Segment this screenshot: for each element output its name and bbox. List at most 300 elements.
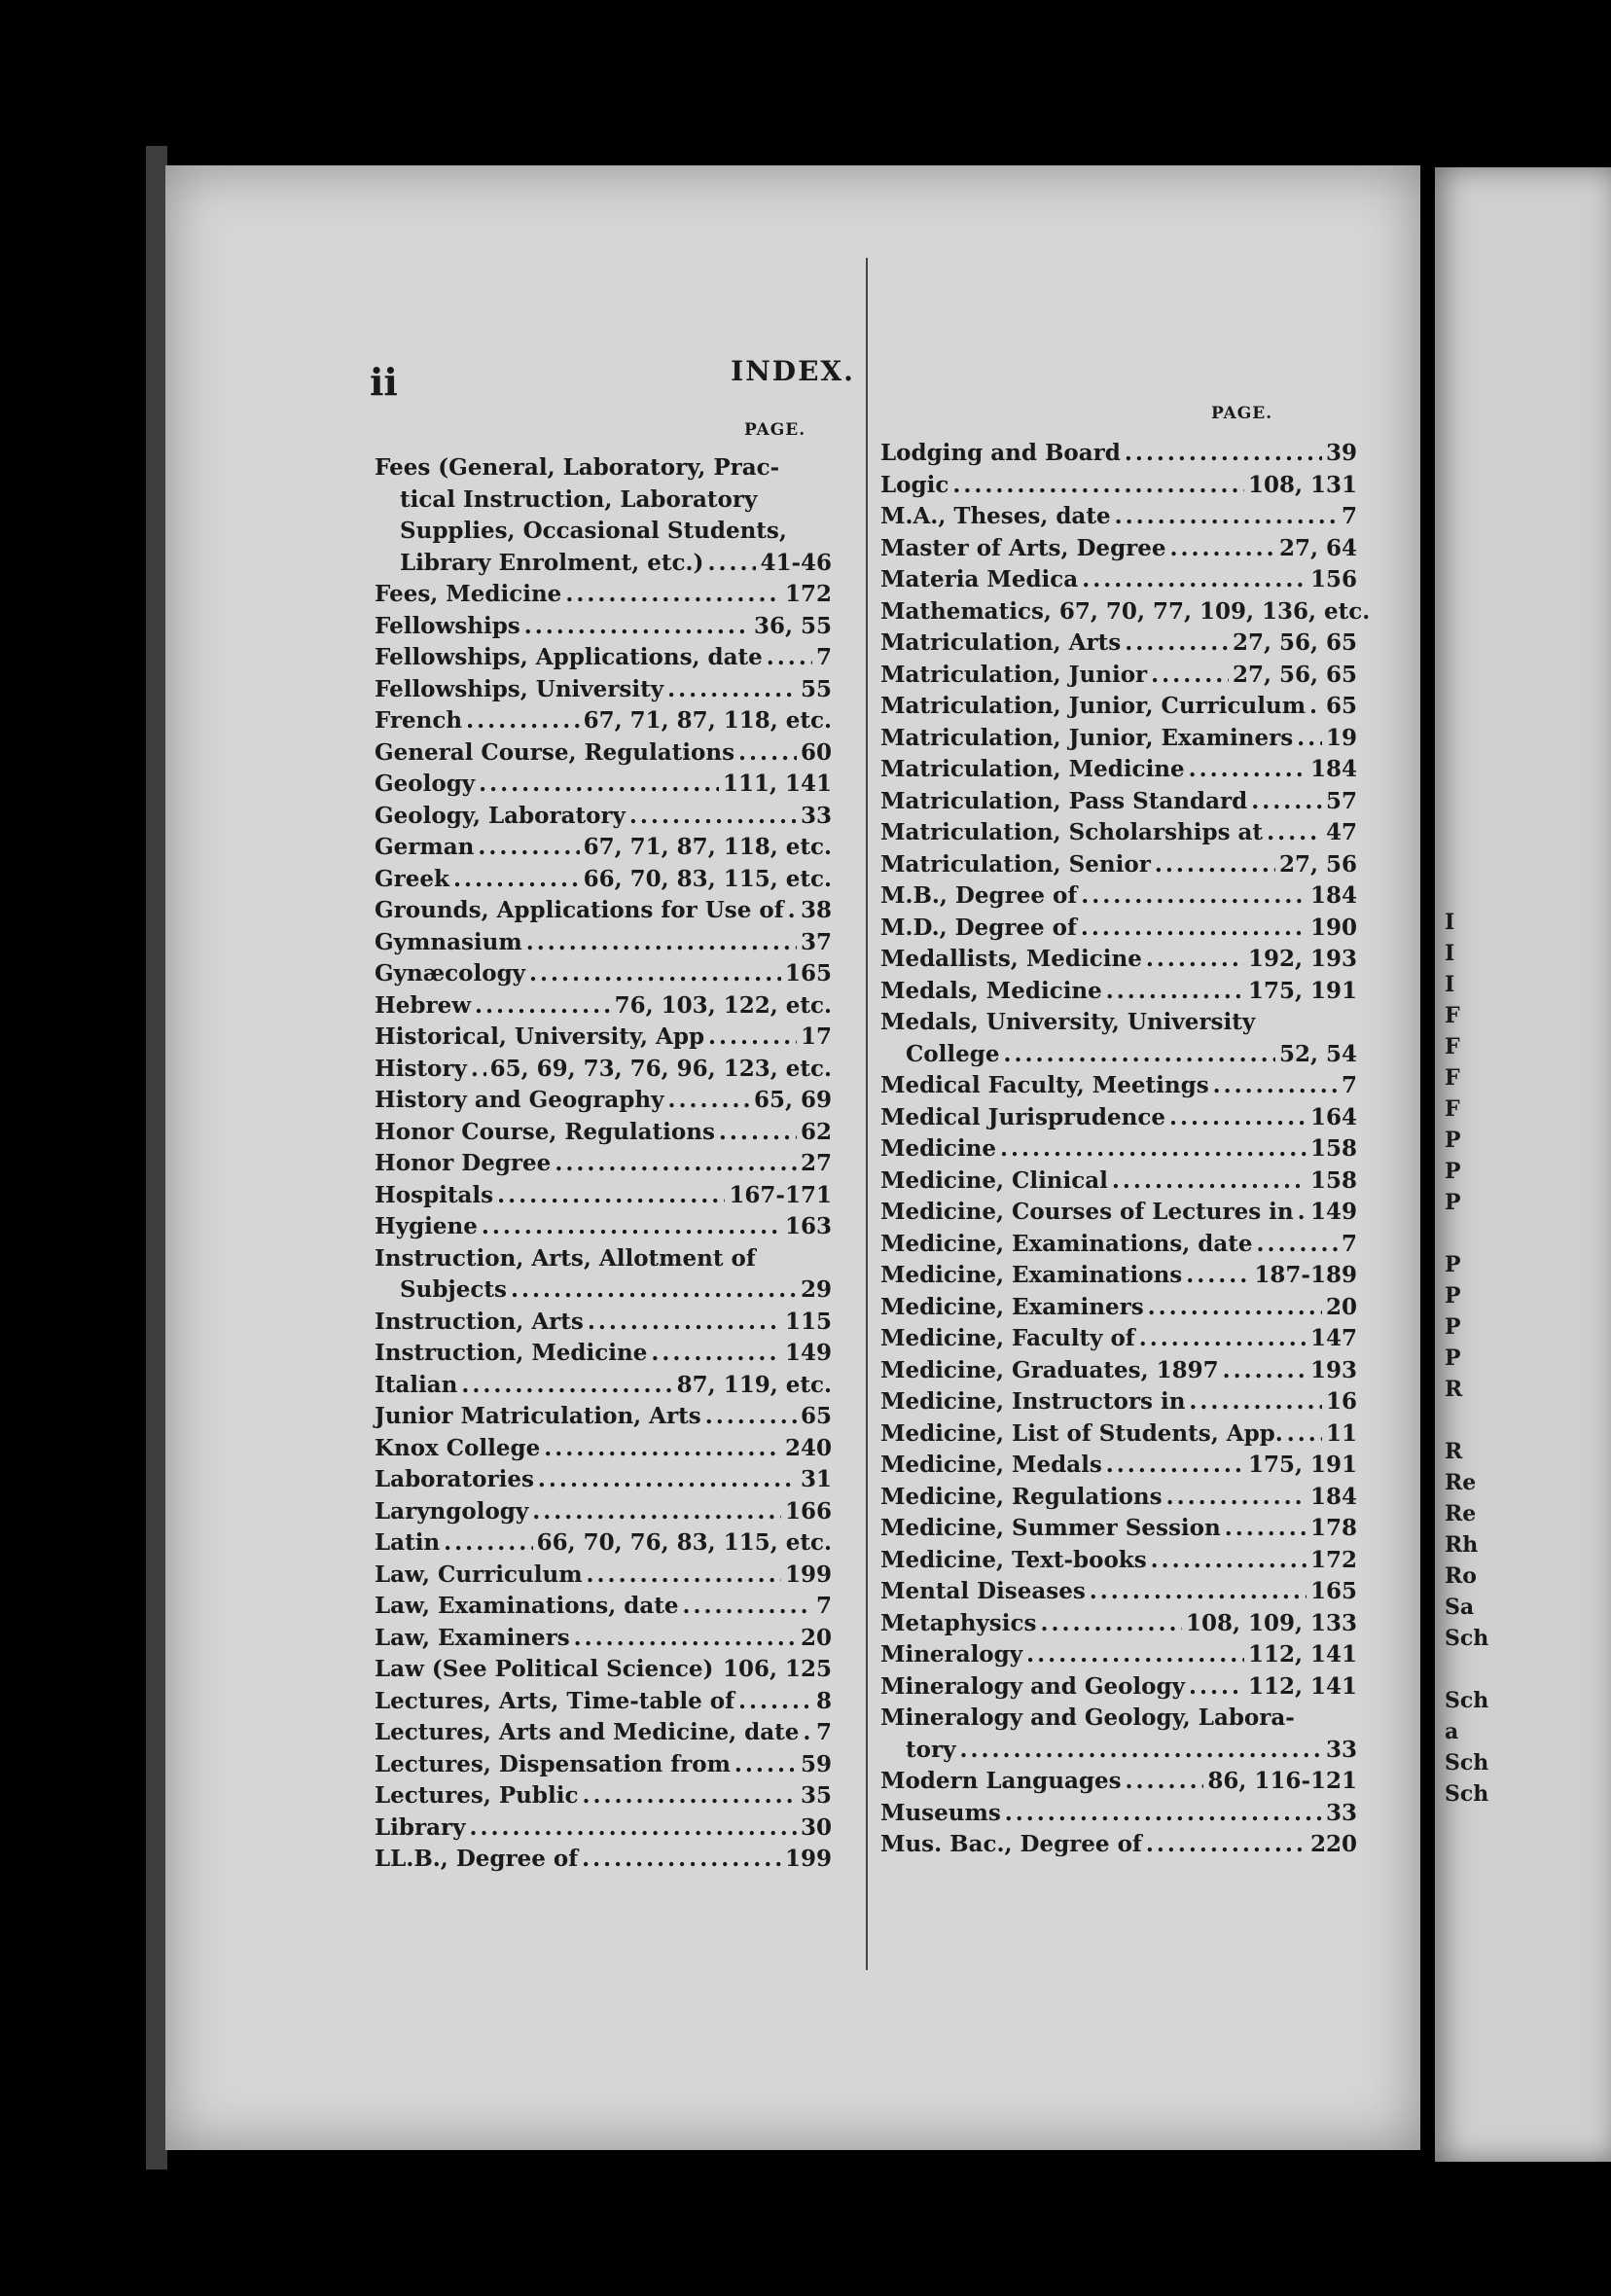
index-entry xyxy=(375,674,832,706)
index-entry xyxy=(880,1355,1357,1387)
entry-page: 187-189 xyxy=(1254,1262,1357,1288)
entry-term: Matriculation, Pass Standard xyxy=(880,787,1248,814)
index-entry xyxy=(375,1844,832,1876)
entry-term: M.A., Theses, date xyxy=(880,503,1111,529)
entry-page: 11 xyxy=(1325,1419,1357,1447)
index-entry xyxy=(375,642,832,674)
fragment-letter: a xyxy=(1445,1719,1459,1744)
leader-dots xyxy=(582,1780,797,1812)
entry-term: Museums xyxy=(880,1799,1001,1826)
leader-dots xyxy=(705,1401,797,1433)
entry-term: Library Enrolment, etc.) xyxy=(400,549,704,576)
fragment-letter: Rh xyxy=(1445,1532,1479,1558)
index-entry xyxy=(880,628,1357,660)
index-entry xyxy=(375,1591,832,1623)
fragment-letter xyxy=(1445,1654,1488,1685)
leader-dots xyxy=(667,1085,749,1117)
fragment-letter: P xyxy=(1445,1159,1461,1184)
left-index-column xyxy=(375,452,832,1876)
entry-term: Medicine, Medals xyxy=(880,1452,1102,1478)
entry-term: Junior Matriculation, Arts xyxy=(375,1403,701,1429)
entry-page: 166 xyxy=(784,1497,832,1525)
fragment-letter: P xyxy=(1445,1345,1461,1371)
index-entry xyxy=(880,1798,1357,1830)
leader-dots xyxy=(1287,1418,1322,1451)
index-entry xyxy=(375,1274,832,1307)
entry-page: 39 xyxy=(1325,440,1357,466)
leader-dots xyxy=(767,642,812,674)
adjacent-page-fragments xyxy=(1445,907,1488,1810)
leader-dots xyxy=(1186,1260,1250,1292)
entry-term: Matriculation, Senior xyxy=(880,850,1151,878)
leader-dots xyxy=(588,1307,781,1339)
entry-term: History xyxy=(375,1055,467,1082)
entry-page: 27, 64 xyxy=(1278,534,1357,561)
entry-term: Law, Examinations, date xyxy=(375,1593,679,1619)
entry-page: 65 xyxy=(1325,693,1357,719)
entry-term: Lectures, Dispensation from xyxy=(375,1750,731,1777)
adjacent-page-edge xyxy=(1435,167,1611,2162)
entry-term: Medicine, List of Students, App. xyxy=(880,1419,1283,1447)
leader-dots xyxy=(1146,944,1244,976)
entry-term: College xyxy=(906,1040,1000,1067)
leader-dots xyxy=(470,1812,797,1845)
index-entry xyxy=(375,1370,832,1402)
entry-page: 106, 125 xyxy=(722,1656,832,1682)
entry-page: 111, 141 xyxy=(722,771,832,797)
entry-term: Lodging and Board xyxy=(880,440,1121,466)
leader-dots xyxy=(471,1054,486,1086)
index-entry xyxy=(880,1197,1357,1229)
entry-page: 38 xyxy=(800,897,832,923)
leader-dots xyxy=(538,1464,797,1496)
fragment-letter: P xyxy=(1445,1252,1461,1277)
index-entry xyxy=(375,1464,832,1496)
entry-term: Matriculation, Arts xyxy=(880,629,1122,656)
leader-dots xyxy=(1170,533,1275,565)
entry-term: Knox College xyxy=(375,1434,541,1461)
entry-page: 172 xyxy=(1309,1546,1357,1573)
fragment-letter: P xyxy=(1445,1283,1461,1309)
leader-dots xyxy=(1081,913,1307,945)
index-entry xyxy=(880,1735,1357,1767)
entry-page: 27, 56, 65 xyxy=(1232,661,1357,688)
index-entry xyxy=(880,1039,1357,1071)
leader-dots xyxy=(529,958,781,990)
entry-term: Medicine, Examinations xyxy=(880,1262,1183,1288)
entry-page: 220 xyxy=(1309,1831,1357,1857)
index-entry xyxy=(375,1623,832,1655)
entry-term: Law, Curriculum xyxy=(375,1561,583,1588)
leader-dots xyxy=(1115,501,1338,533)
index-entry xyxy=(375,927,832,959)
index-entry xyxy=(880,849,1357,881)
entry-term: Matriculation, Medicine xyxy=(880,756,1185,782)
page-title: INDEX. xyxy=(731,355,855,387)
leader-dots xyxy=(1151,1545,1307,1577)
entry-page: 149 xyxy=(784,1340,832,1366)
leader-dots xyxy=(524,611,750,643)
entry-page: 7 xyxy=(815,1593,832,1619)
entry-page: 165 xyxy=(784,960,832,987)
entry-term: Medals, Medicine xyxy=(880,977,1102,1004)
entry-page: 27 xyxy=(800,1150,832,1176)
entry-page: 41-46 xyxy=(760,549,832,576)
index-entry xyxy=(880,470,1357,502)
entry-page: 163 xyxy=(784,1213,832,1239)
leader-dots xyxy=(1267,817,1322,849)
entry-term: Historical, University, App xyxy=(375,1023,705,1050)
fragment-letter: Re xyxy=(1445,1501,1477,1526)
index-entry xyxy=(375,1401,832,1433)
index-entry xyxy=(880,976,1357,1008)
entry-page: 112, 141 xyxy=(1247,1641,1357,1668)
fragment-letter xyxy=(1445,1405,1488,1436)
leader-dots xyxy=(1213,1070,1338,1102)
entry-term: Hospitals xyxy=(375,1181,494,1208)
entry-term: Mathematics, 67, 70, 77, 109, 136, etc. xyxy=(880,597,1371,625)
leader-dots xyxy=(1125,438,1322,470)
entry-term: Master of Arts, Degree xyxy=(880,534,1166,561)
index-entry xyxy=(375,958,832,990)
entry-page: 175, 191 xyxy=(1247,977,1357,1004)
entry-term: Fellowships, University xyxy=(375,675,664,702)
index-entry xyxy=(375,1812,832,1845)
index-entry xyxy=(375,1527,832,1560)
entry-page: 87, 119, etc. xyxy=(676,1371,832,1398)
index-entry xyxy=(880,754,1357,786)
index-entry xyxy=(375,1433,832,1465)
entry-page: 57 xyxy=(1325,787,1357,814)
entry-page: 149 xyxy=(1309,1199,1357,1225)
book-edge xyxy=(146,146,167,2170)
leader-dots xyxy=(526,927,797,959)
entry-term: Mineralogy and Geology, Labora- xyxy=(880,1704,1295,1731)
index-entry xyxy=(375,990,832,1022)
page-number: ii xyxy=(370,360,398,404)
entry-term: Instruction, Arts, Allotment of xyxy=(375,1244,756,1272)
entry-term: Latin xyxy=(375,1529,441,1556)
entry-term: Supplies, Occasional Students, xyxy=(400,518,787,544)
leader-dots xyxy=(1125,628,1229,660)
leader-dots xyxy=(497,1180,725,1212)
entry-term: tory xyxy=(906,1736,956,1763)
entry-page: 165 xyxy=(1309,1578,1357,1604)
entry-term: Instruction, Medicine xyxy=(375,1340,648,1366)
index-entry xyxy=(880,880,1357,913)
leader-dots xyxy=(1189,1671,1244,1704)
entry-term: Laryngology xyxy=(375,1497,529,1525)
index-entry xyxy=(880,533,1357,565)
entry-page: 190 xyxy=(1309,914,1357,941)
leader-dots xyxy=(1003,1039,1274,1071)
leader-dots xyxy=(1309,691,1322,723)
entry-term: History and Geography xyxy=(375,1087,664,1113)
right-index-column xyxy=(880,438,1371,1861)
index-entry xyxy=(375,737,832,770)
entry-page: 7 xyxy=(1341,1230,1357,1257)
entry-term: Medicine, Text-books xyxy=(880,1546,1147,1573)
entry-term: tical Instruction, Laboratory xyxy=(400,485,758,513)
index-entry xyxy=(375,1148,832,1180)
entry-page: 27, 56 xyxy=(1278,850,1357,878)
fragment-letter: R xyxy=(1445,1377,1463,1402)
index-entry xyxy=(880,1070,1357,1102)
entry-term: Gynæcology xyxy=(375,960,526,987)
entry-page: 66, 70, 76, 83, 115, etc. xyxy=(536,1529,832,1556)
index-entry xyxy=(375,1180,832,1212)
entry-page: 33 xyxy=(1325,1799,1357,1826)
index-entry xyxy=(375,1749,832,1781)
leader-dots xyxy=(482,1211,781,1243)
index-entry xyxy=(880,1260,1357,1292)
entry-term: Medicine, Graduates, 1897 xyxy=(880,1356,1219,1383)
entry-term: Matriculation, Scholarships at xyxy=(880,819,1264,845)
entry-page: 86, 116-121 xyxy=(1207,1768,1357,1794)
leader-dots xyxy=(466,705,580,737)
entry-term: Greek xyxy=(375,865,449,892)
index-entry xyxy=(880,1703,1357,1735)
leader-dots xyxy=(461,1370,672,1402)
leader-dots xyxy=(1189,754,1307,786)
entry-term: M.D., Degree of xyxy=(880,914,1077,941)
index-entry xyxy=(375,864,832,896)
entry-term: Lectures, Arts, Time-table of xyxy=(375,1687,735,1714)
entry-term: Medallists, Medicine xyxy=(880,946,1142,972)
index-entry xyxy=(375,705,832,737)
index-entry xyxy=(375,1307,832,1339)
index-entry xyxy=(375,1211,832,1243)
index-entry xyxy=(375,611,832,643)
entry-page: 30 xyxy=(800,1813,832,1841)
entry-term: Fellowships xyxy=(375,612,520,639)
entry-page: 184 xyxy=(1309,1483,1357,1510)
entry-term: Law (See Political Science) xyxy=(375,1656,714,1682)
index-entry xyxy=(375,1243,832,1275)
leader-dots xyxy=(511,1274,797,1307)
index-entry xyxy=(880,1102,1357,1134)
index-entry xyxy=(880,1418,1357,1451)
entry-page: 66, 70, 83, 115, etc. xyxy=(583,865,832,892)
leader-dots xyxy=(1106,1450,1244,1482)
entry-term: Mental Diseases xyxy=(880,1578,1086,1604)
index-entry xyxy=(375,801,832,833)
leader-dots xyxy=(1166,1482,1307,1514)
index-entry xyxy=(880,1766,1357,1798)
entry-page: 67, 71, 87, 118, etc. xyxy=(583,707,832,734)
leader-dots xyxy=(1081,880,1307,913)
leader-dots xyxy=(788,895,797,927)
entry-page: 33 xyxy=(800,802,832,829)
entry-term: Law, Examiners xyxy=(375,1624,570,1651)
entry-term: Medical Faculty, Meetings xyxy=(880,1072,1209,1098)
index-entry xyxy=(880,596,1371,628)
entry-term: Instruction, Arts xyxy=(375,1308,584,1335)
index-entry xyxy=(375,1780,832,1812)
column-divider xyxy=(866,258,868,1970)
leader-dots xyxy=(1005,1798,1322,1830)
index-entry xyxy=(880,1829,1357,1861)
index-entry xyxy=(375,1686,832,1718)
leader-dots xyxy=(1251,786,1322,818)
leader-dots xyxy=(444,1527,532,1560)
leader-dots xyxy=(1151,660,1229,692)
index-entry xyxy=(880,817,1357,849)
leader-dots xyxy=(1106,976,1244,1008)
leader-dots xyxy=(959,1735,1322,1767)
index-entry xyxy=(375,484,832,517)
leader-dots xyxy=(453,864,580,896)
fragment-letter: Ro xyxy=(1445,1563,1477,1589)
fragment-letter: I xyxy=(1445,910,1455,935)
entry-page: 37 xyxy=(800,928,832,955)
index-entry xyxy=(375,1560,832,1592)
entry-term: Mus. Bac., Degree of xyxy=(880,1831,1142,1857)
leader-dots xyxy=(1026,1639,1244,1671)
fragment-letter: P xyxy=(1445,1128,1461,1153)
entry-term: Medicine, Examiners xyxy=(880,1293,1144,1320)
entry-term: Fees, Medicine xyxy=(375,581,562,607)
entry-page: 115 xyxy=(784,1308,832,1335)
index-entry xyxy=(375,579,832,611)
entry-term: Honor Degree xyxy=(375,1150,552,1176)
entry-term: Medicine, Regulations xyxy=(880,1483,1163,1510)
entry-page: 178 xyxy=(1309,1515,1357,1541)
entry-page: 65 xyxy=(800,1403,832,1429)
index-entry xyxy=(375,1654,832,1686)
leader-dots xyxy=(1082,564,1307,596)
entry-page: 108, 131 xyxy=(1247,471,1357,498)
leader-dots xyxy=(544,1433,781,1465)
leader-dots xyxy=(1155,849,1275,881)
entry-term: Grounds, Applications for Use of xyxy=(375,897,784,923)
entry-term: General Course, Regulations xyxy=(375,738,735,766)
leader-dots xyxy=(565,579,781,611)
right-column-header: PAGE. xyxy=(1211,404,1273,423)
index-entry xyxy=(880,1639,1357,1671)
fragment-letter: Re xyxy=(1445,1470,1477,1495)
entry-page: 172 xyxy=(784,581,832,607)
entry-term: Medicine, Examinations, date xyxy=(880,1230,1253,1257)
index-entry xyxy=(880,944,1357,976)
fragment-letter: F xyxy=(1445,1003,1460,1028)
leader-dots xyxy=(803,1717,812,1749)
entry-term: Materia Medica xyxy=(880,566,1079,592)
fragment-letter: I xyxy=(1445,941,1455,966)
index-entry xyxy=(880,1133,1357,1166)
entry-term: Matriculation, Junior xyxy=(880,661,1148,688)
index-entry xyxy=(880,564,1357,596)
index-entry xyxy=(880,1450,1357,1482)
entry-page: 147 xyxy=(1309,1325,1357,1351)
entry-page: 7 xyxy=(1341,1072,1357,1098)
index-entry xyxy=(880,1229,1357,1261)
entry-page: 112, 141 xyxy=(1247,1672,1357,1700)
entry-term: Hebrew xyxy=(375,991,471,1019)
entry-page: 60 xyxy=(800,738,832,766)
entry-term: Medicine xyxy=(880,1135,997,1162)
entry-page: 7 xyxy=(815,644,832,670)
entry-page: 65, 69 xyxy=(753,1087,832,1113)
leader-dots xyxy=(1298,1197,1307,1229)
entry-term: Modern Languages xyxy=(880,1768,1122,1794)
fragment-letter: F xyxy=(1445,1065,1460,1091)
fragment-letter: P xyxy=(1445,1190,1461,1215)
entry-page: 67, 71, 87, 118, etc. xyxy=(583,834,832,860)
entry-page: 59 xyxy=(800,1750,832,1777)
leader-dots xyxy=(475,990,611,1022)
fragment-letter: Sch xyxy=(1445,1781,1489,1807)
entry-term: Subjects xyxy=(400,1276,507,1303)
index-entry xyxy=(375,1022,832,1054)
entry-term: Mineralogy and Geology xyxy=(880,1672,1185,1700)
index-entry xyxy=(880,723,1357,755)
entry-term: German xyxy=(375,834,475,860)
entry-term: Medicine, Instructors in xyxy=(880,1388,1186,1415)
index-entry xyxy=(375,1085,832,1117)
leader-dots xyxy=(1146,1829,1307,1861)
index-entry xyxy=(880,1513,1357,1545)
leader-dots xyxy=(479,769,719,801)
entry-term: Medicine, Faculty of xyxy=(880,1325,1135,1351)
leader-dots xyxy=(738,737,797,770)
index-entry xyxy=(880,913,1357,945)
index-entry xyxy=(375,1338,832,1370)
leader-dots xyxy=(1000,1133,1307,1166)
leader-dots xyxy=(738,1686,812,1718)
leader-dots xyxy=(478,832,579,864)
fragment-letter: Sch xyxy=(1445,1626,1489,1651)
entry-term: Italian xyxy=(375,1371,458,1398)
entry-term: Matriculation, Junior, Curriculum xyxy=(880,693,1307,719)
index-entry xyxy=(375,769,832,801)
entry-term: Lectures, Arts and Medicine, date xyxy=(375,1719,800,1745)
leader-dots xyxy=(719,1117,797,1149)
leader-dots xyxy=(1169,1102,1307,1134)
entry-page: 199 xyxy=(784,1561,832,1588)
entry-page: 65, 69, 73, 76, 96, 123, etc. xyxy=(489,1055,832,1082)
leader-dots xyxy=(717,1654,719,1686)
leader-dots xyxy=(629,801,797,833)
entry-page: 35 xyxy=(800,1782,832,1809)
index-entry xyxy=(880,1608,1357,1640)
index-entry xyxy=(375,452,832,484)
index-entry xyxy=(880,660,1357,692)
entry-term: Medals, University, University xyxy=(880,1009,1256,1035)
entry-page: 36, 55 xyxy=(753,612,832,639)
leader-dots xyxy=(1112,1166,1307,1198)
entry-page: 29 xyxy=(800,1276,832,1303)
entry-page: 184 xyxy=(1309,756,1357,782)
entry-term: Honor Course, Regulations xyxy=(375,1118,715,1145)
index-entry xyxy=(375,1117,832,1149)
leader-dots xyxy=(1225,1513,1307,1545)
leader-dots xyxy=(1189,1386,1322,1418)
leader-dots xyxy=(1126,1766,1204,1798)
entry-page: 76, 103, 122, etc. xyxy=(614,991,832,1019)
index-entry xyxy=(880,691,1357,723)
entry-page: 158 xyxy=(1309,1135,1357,1162)
leader-dots xyxy=(952,470,1244,502)
entry-page: 199 xyxy=(784,1846,832,1872)
leader-dots xyxy=(734,1749,797,1781)
fragment-letter: Sch xyxy=(1445,1688,1489,1713)
leader-dots xyxy=(651,1338,781,1370)
index-entry xyxy=(880,1482,1357,1514)
left-column-header: PAGE. xyxy=(744,420,806,440)
entry-term: Matriculation, Junior, Examiners xyxy=(880,724,1294,751)
entry-page: 19 xyxy=(1325,724,1357,751)
